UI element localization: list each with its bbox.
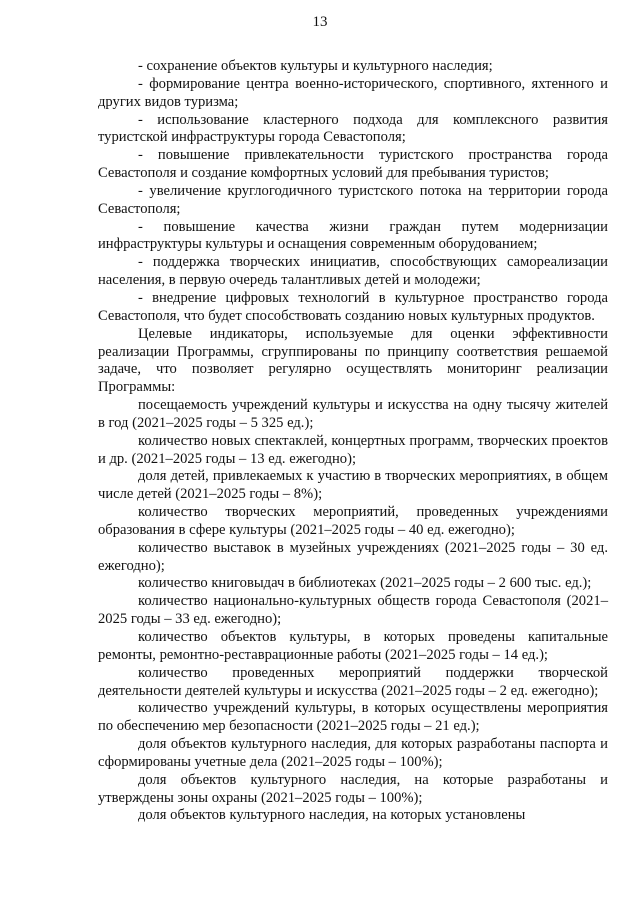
paragraph: - увеличение круглогодичного туристского потока на территории города Севастополя;: [98, 182, 608, 217]
paragraph: доля объектов культурного наследия, на которые разработаны и утверждены зоны охраны (2021–2025 годы – 100%);: [98, 771, 608, 806]
paragraph: - сохранение объектов культуры и культурного наследия;: [138, 58, 493, 74]
page-body: [98, 58, 608, 825]
paragraph: - внедрение цифровых технологий в культурное пространство города Севастополя, что будет способствовать созданию новых культурных продуктов.: [98, 289, 608, 324]
paragraph: количество творческих мероприятий, проведенных учреждениями образования в сфере культуры (2021–2025 годы – 40 ед. ежегодно);: [98, 504, 608, 538]
paragraph: посещаемость учреждений культуры и искусства на одну тысячу жителей в год (2021–2025 годы – 5 325 ед.);: [98, 397, 608, 431]
paragraph: - повышение качества жизни граждан путем модернизации инфраструктуры культуры и оснащения современным оборудованием;: [98, 218, 608, 253]
paragraph: доля детей, привлекаемых к участию в творческих мероприятиях, в общем числе детей (2021–2025 годы – 8%);: [98, 468, 608, 503]
paragraph: - использование кластерного подхода для комплексного развития туристской инфраструктуры города Севастополя;: [98, 111, 608, 146]
paragraph: доля объектов культурного наследия, на которых установлены: [138, 807, 526, 824]
paragraph: - поддержка творческих инициатив, способствующих самореализации населения, в первую очередь талантливых детей и молодежи;: [98, 254, 608, 289]
paragraph: количество новых спектаклей, концертных программ, творческих проектов и др. (2021–2025 годы – 13 ед. ежегодно);: [98, 432, 608, 467]
paragraph: количество книговыдач в библиотеках (2021–2025 годы – 2 600 тыс. ед.);: [138, 575, 592, 592]
paragraph: доля объектов культурного наследия, для которых разработаны паспорта и сформированы учетные дела (2021–2025 годы – 100%);: [98, 736, 608, 770]
paragraph: количество выставок в музейных учреждениях (2021–2025 годы – 30 ед. ежегодно);: [98, 539, 608, 574]
paragraph: количество национально-культурных обществ города Севастополя (2021–2025 годы – 33 ед. ежегодно);: [98, 593, 608, 628]
paragraph: количество объектов культуры, в которых проведены капитальные ремонты, ремонтно-реставрационные работы (2021–2025 годы – 14 ед.);: [98, 629, 608, 663]
paragraph: количество проведенных мероприятий поддержки творческой деятельности деятелей культуры и искусства (2021–2025 годы – 2 ед. ежегодно);: [98, 664, 608, 699]
page-number: 13: [312, 14, 328, 30]
paragraph: - формирование центра военно-исторического, спортивного, яхтенного и других видов туризма;: [98, 75, 608, 110]
paragraph: количество учреждений культуры, в которых осуществлены мероприятия по обеспечению мер безопасности (2021–2025 годы – 21 ед.);: [98, 700, 608, 735]
paragraph: - повышение привлекательности туристского пространства города Севастополя и создание комфортных условий для пребывания туристов;: [98, 147, 608, 182]
paragraph: Целевые индикаторы, используемые для оценки эффективности реализации Программы, сгруппированы по принципу соответствия решаемой задаче, что позволяет регулярно осуществлять мониторинг реализации Программы:: [98, 325, 608, 396]
